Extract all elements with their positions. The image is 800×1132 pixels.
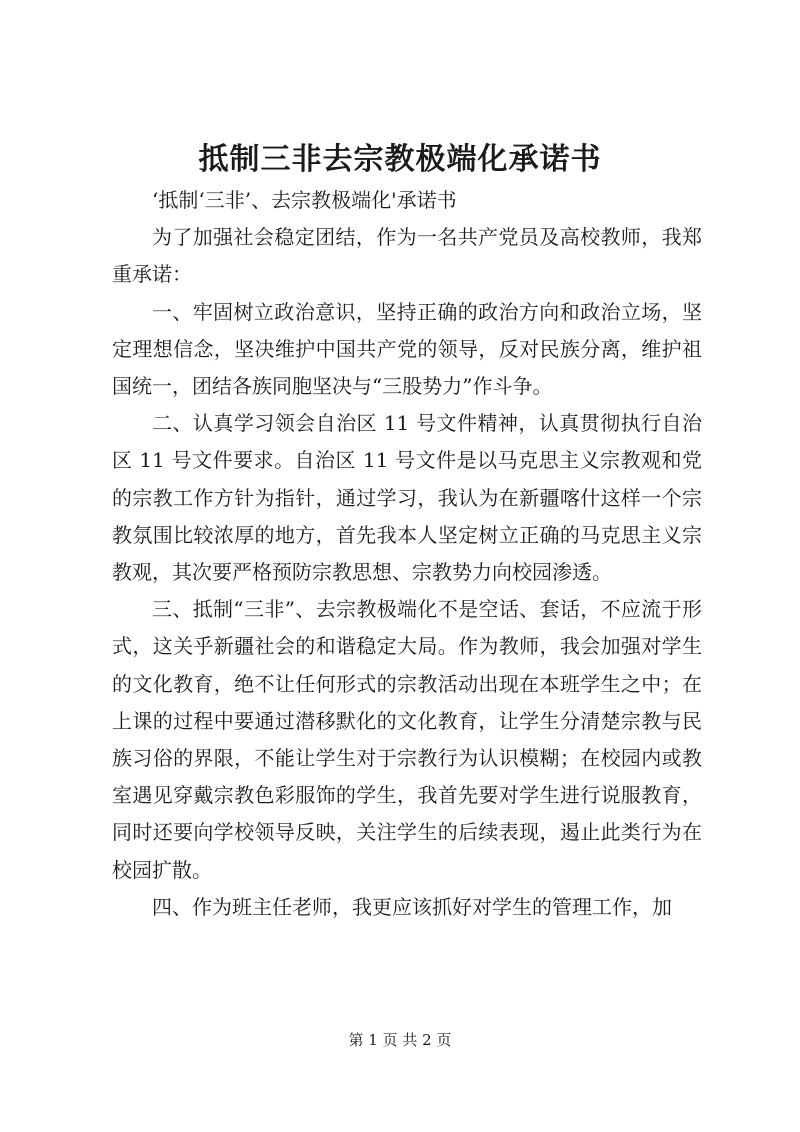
document-body <box>112 182 702 926</box>
page-footer: 第 1 页 共 2 页 <box>348 1031 452 1049</box>
paragraph-item-1: 一、牢固树立政治意识，坚持正确的政治方向和政治立场，坚定理想信念，坚决维护中国共产党的领导，反对民族分离，维护祖国统一，团结各族同胞坚决与“三股势力”作斗争。 <box>112 299 702 399</box>
paragraph-intro: 为了加强社会稳定团结，作为一名共产党员及高校教师，我郑重承诺： <box>112 225 702 287</box>
document-title: 抵制三非去宗教极端化承诺书 <box>198 142 602 177</box>
paragraph-item-4: 四、作为班主任老师，我更应该抓好对学生的管理工作，加 <box>152 894 672 919</box>
paragraph-item-2: 二、认真学习领会自治区 11 号文件精神，认真贯彻执行自治区 11 号文件要求。自治区 11 号文件是以马克思主义宗教观和党的宗教工作方针为指针，通过学习，我认为在新疆喀什这样一个宗教氛围比较浓厚的地方，首先我本人坚定树立正确的马克思主义宗教观，其次要严格预防宗教思想、宗教势力向校园渗透。 <box>112 411 702 585</box>
document-subtitle: ‘抵制‘三非’、去宗教极端化'承诺书 <box>152 188 457 212</box>
paragraph-item-3: 三、抵制“三非”、去宗教极端化不是空话、套话，不应流于形式，这关乎新疆社会的和谐稳定大局。作为教师，我会加强对学生的文化教育，绝不让任何形式的宗教活动出现在本班学生之中；在上课的过程中要通过潜移默化的文化教育，让学生分清楚宗教与民族习俗的界限，不能让学生对于宗教行为认识模糊；在校园内或教室遇见穿戴宗教色彩服饰的学生，我首先要对学生进行说服教育，同时还要向学校领导反映，关注学生的后续表现，遏止此类行为在校园扩散。 <box>112 597 702 882</box>
